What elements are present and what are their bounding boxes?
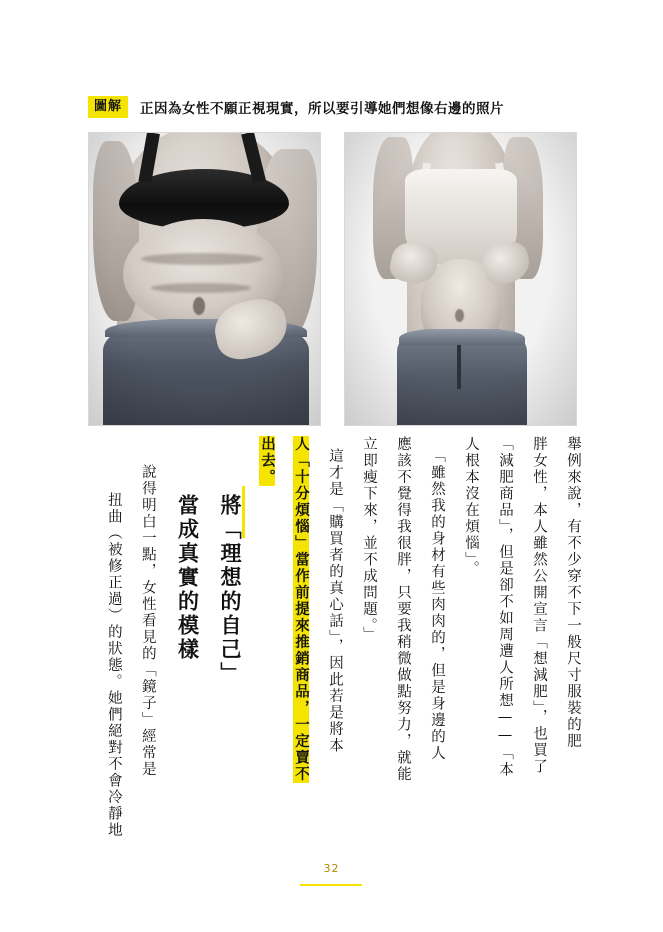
page-number-rule (300, 884, 362, 886)
body-column-11: 說得明白一點，女性看見的「鏡子」經常是 (139, 464, 156, 778)
body-column-4: 人根本沒在煩惱」。 (463, 436, 479, 578)
body-column-3: 「減肥商品」，但是卻不如周遭人所想——「本 (497, 436, 513, 779)
section-heading-line1: 將「理想的自己」 (218, 494, 242, 686)
body-column-2: 胖女性，本人雖然公開宣言「想減肥」，也買了 (531, 436, 547, 776)
photo-vignette (89, 133, 320, 425)
body-column-10 (252, 436, 280, 826)
section-heading-line2: 當成真實的模樣 (175, 494, 200, 662)
figure-caption (88, 96, 578, 118)
body-text-block (78, 436, 586, 839)
body-column-5: 「雖然我的身材有些肉肉的，但是身邊的人 (429, 448, 445, 762)
heading-rule (242, 486, 245, 538)
body-column-8-plain: 這才是「購買者的真心話」，因此若是將本 (327, 448, 343, 755)
body-column-9-highlight: 人「十分煩惱」當作前提來推銷商品，一定賣不 (293, 436, 309, 783)
photo-after (344, 132, 577, 426)
page-number: 32 (323, 862, 340, 875)
body-column-9 (286, 436, 314, 826)
body-column-12: 扭曲（被修正過）的狀態。她們絕對不會冷靜地 (105, 492, 122, 839)
body-column-6: 應該不覺得我很胖，只要我稍微做點努力，就能 (395, 436, 411, 783)
body-column-10-highlight: 出去。 (259, 436, 275, 486)
caption-badge: 圖解 (88, 96, 128, 118)
photo-before (88, 132, 321, 426)
photo-vignette (345, 133, 576, 425)
caption-text: 正因為女性不願正視現實，所以要引導她們想像右邊的照片 (140, 101, 505, 117)
body-column-7: 立即瘦下來，並不成問題。」 (361, 436, 377, 644)
body-column-8 (320, 436, 348, 838)
body-column-1: 舉例來說，有不少穿不下一般尺寸服裝的肥 (565, 436, 581, 750)
